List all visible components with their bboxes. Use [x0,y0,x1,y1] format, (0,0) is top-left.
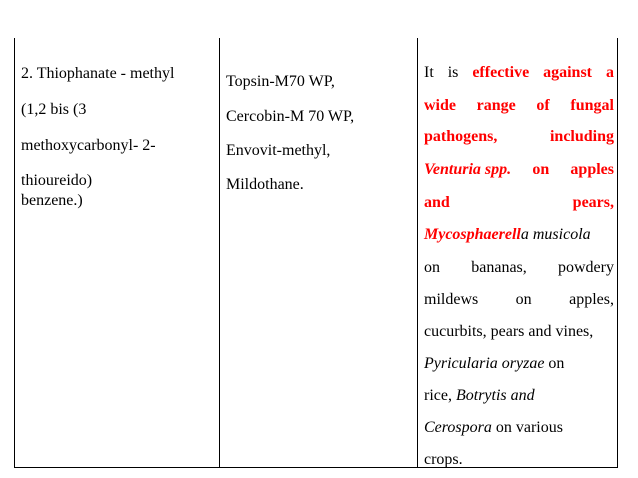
column-divider-2 [417,38,418,468]
description-line: mildews on apples, [424,291,614,308]
table-right-border [617,38,618,468]
description-line: pathogens, including [424,128,614,145]
description-line: Cerospora on various [424,419,563,436]
description-line: cucurbits, pears and vines, [424,323,594,340]
chemical-name-line: benzene.) [21,192,83,209]
chemical-name-line: methoxycarbonyl- 2- [21,137,156,154]
description-line: and pears, [424,194,614,211]
trade-name-line: Topsin-M70 WP, [226,73,335,90]
chemical-name-line: thioureido) [21,172,93,189]
description-line: It is effective against a [424,64,614,81]
trade-name-line: Envovit-methyl, [226,142,331,159]
table-bottom-border [14,467,617,468]
table-left-border [14,38,15,468]
chemical-name-line: (1,2 bis (3 [21,101,87,118]
trade-name-line: Cercobin-M 70 WP, [226,108,355,125]
trade-name-line: Mildothane. [226,176,304,193]
description-line: Venturia spp. on apples [424,161,614,178]
description-line: Mycosphaerella musicola [424,226,591,243]
chemical-name-line: 2. Thiophanate - methyl [21,65,175,82]
description-line: Pyricularia oryzae on [424,355,565,372]
description-line: on bananas, powdery [424,259,614,276]
description-line: wide range of fungal [424,97,614,114]
description-line: crops. [424,451,463,468]
column-divider-1 [219,38,220,468]
description-line: rice, Botrytis and [424,387,535,404]
